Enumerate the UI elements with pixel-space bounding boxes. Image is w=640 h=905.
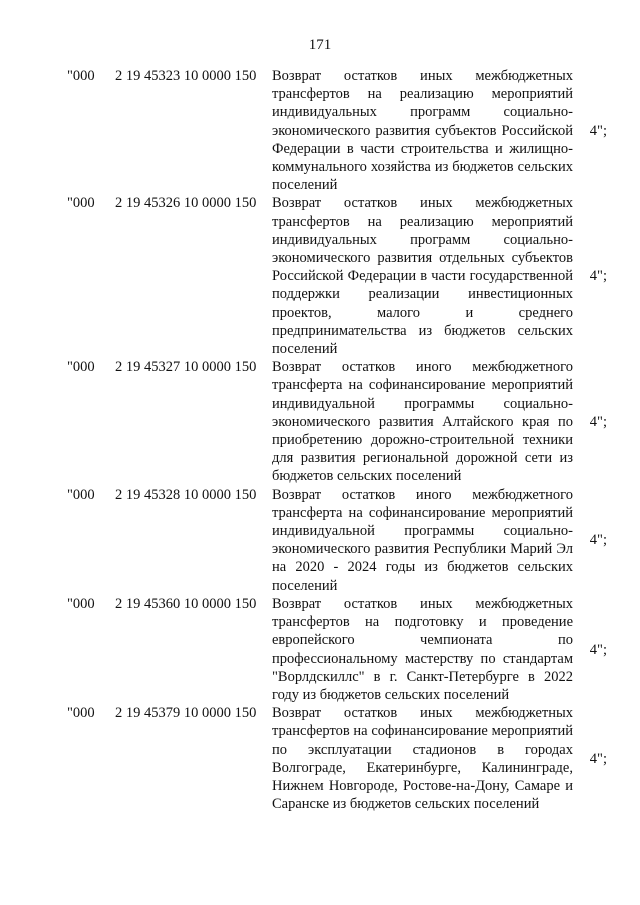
row-description: Возврат остатков иных межбюджетных трансфертов на реализацию мероприятий индивидуальных программ социально-экономического развития субъектов Российской Федерации в части строительства и жилищно-коммунального хозяйства из бюджетов сельских поселений (272, 68, 573, 194)
budget-code: 2 19 45326 10 0000 150 (115, 195, 257, 212)
row-value: 4"; (589, 641, 607, 658)
row-description: Возврат остатков иных межбюджетных трансфертов на подготовку и проведение европейского чемпионата по профессиональному мастерству по стандартам "Ворлдскиллс" в г. Санкт-Петербурге в 2022 году из бюджетов сельских поселений (272, 595, 573, 703)
row-value: 4"; (589, 413, 607, 430)
table-row (0, 358, 640, 485)
row-description: Возврат остатков иных межбюджетных трансфертов на реализацию мероприятий индивидуальных программ социально-экономического развития отдельных субъектов Российской Федерации в части государственной поддержки реализации инвестиционных проектов, малого и среднего предпринимательства из бюджетов сельских поселений (272, 195, 573, 358)
row-quote-prefix: "000 (67, 486, 95, 503)
page-number: 171 (308, 37, 332, 53)
row-description: Возврат остатков иного межбюджетного трансферта на софинансирование мероприятий индивидуальной программы социально-экономического развития Алтайского края по приобретению дорожно-строительной техники для развития региональной дорожной сети из бюджетов сельских поселений (272, 359, 573, 485)
budget-code: 2 19 45379 10 0000 150 (115, 705, 257, 722)
row-description: Возврат остатков иного межбюджетного трансферта на софинансирование мероприятий индивидуальной программы социально-экономического развития Республики Марий Эл на 2020 - 2024 годы из бюджетов сельских поселений (272, 486, 573, 594)
table-row (0, 704, 640, 813)
budget-code: 2 19 45323 10 0000 150 (115, 68, 257, 84)
row-value: 4"; (589, 532, 607, 549)
row-quote-prefix: "000 (67, 705, 95, 722)
budget-code: 2 19 45360 10 0000 150 (115, 595, 257, 612)
row-value: 4"; (589, 750, 607, 767)
row-quote-prefix: "000 (67, 195, 95, 212)
table-row (0, 67, 640, 194)
row-value: 4"; (589, 268, 607, 285)
table-row (0, 194, 640, 358)
row-value: 4"; (589, 122, 607, 139)
table-row (0, 595, 640, 704)
budget-code-table (0, 67, 640, 813)
row-quote-prefix: "000 (67, 68, 95, 84)
row-quote-prefix: "000 (67, 595, 95, 612)
budget-code: 2 19 45327 10 0000 150 (115, 359, 257, 376)
row-quote-prefix: "000 (67, 359, 95, 376)
row-description: Возврат остатков иных межбюджетных трансфертов на софинансирование мероприятий по эксплуатации стадионов в городах Волгограде, Екатеринбурге, Калининграде, Нижнем Новгороде, Ростове-на-Дону, Самаре и Саранске из бюджетов сельских поселений (272, 705, 573, 813)
budget-code: 2 19 45328 10 0000 150 (115, 486, 257, 503)
table-row (0, 486, 640, 595)
